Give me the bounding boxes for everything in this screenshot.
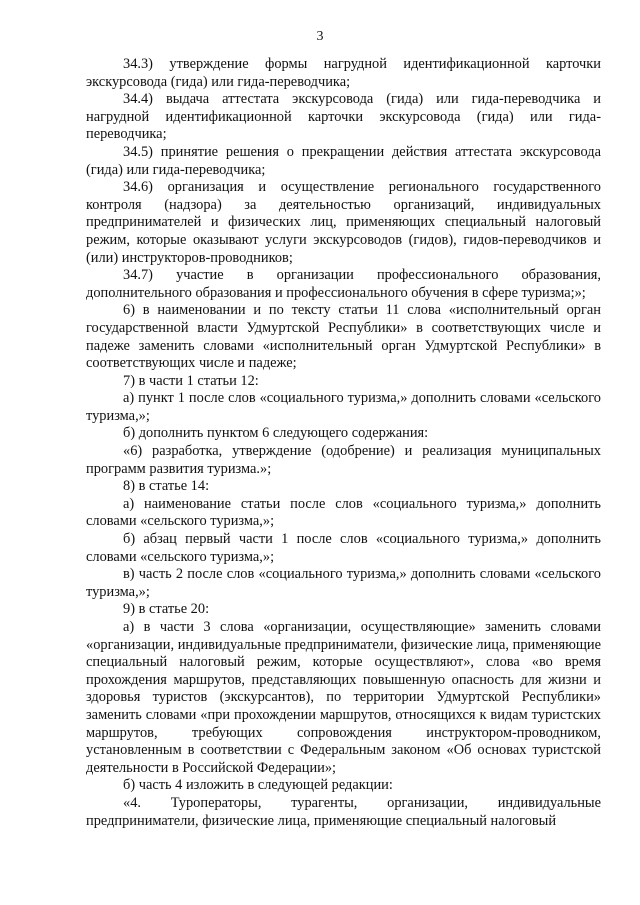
- paragraph: «6) разработка, утверждение (одобрение) и реализация муниципальных программ развития туризма.»;: [86, 443, 601, 477]
- paragraph: 6) в наименовании и по тексту статьи 11 слова «исполнительный орган государственной власти Удмуртской Республики» в соответствующих числе и падеже заменить словами «исполнительный орган Удмуртской Республики» в соответствующих числе и падеже;: [86, 302, 601, 372]
- paragraph: 34.7) участие в организации профессионального образования, дополнительного образования и профессионального обучения в сфере туризма;»;: [86, 267, 601, 301]
- paragraph: 8) в статье 14:: [123, 478, 210, 495]
- page-number: 3: [316, 29, 324, 44]
- paragraph: б) дополнить пунктом 6 следующего содержания:: [123, 425, 429, 442]
- paragraph: 7) в части 1 статьи 12:: [123, 372, 259, 389]
- paragraph: в) часть 2 после слов «социального туризма,» дополнить словами «сельского туризма,»;: [86, 566, 601, 600]
- paragraph: 34.3) утверждение формы нагрудной идентификационной карточки экскурсовода (гида) или гида-переводчика;: [86, 56, 601, 90]
- paragraph: а) пункт 1 после слов «социального туризма,» дополнить словами «сельского туризма,»;: [86, 390, 601, 424]
- paragraph: б) абзац первый части 1 после слов «социального туризма,» дополнить словами «сельского туризма,»;: [86, 531, 601, 565]
- paragraph: 34.4) выдача аттестата экскурсовода (гида) или гида-переводчика и нагрудной идентификационной карточки экскурсовода (гида) или гида-переводчика;: [86, 91, 601, 143]
- paragraph: а) в части 3 слова «организации, осуществляющие» заменить словами «организации, индивидуальные предприниматели, физические лица, применяющие специальный налоговый режим, которые осуществляют», слова «во время прохождения маршрутов, представляющих повышенную опасность для жизни и здоровья туристов (экскурсантов), по территории Удмуртской Республики» заменить словами «при прохождении маршрутов, относящихся к видам туристских маршрутов, требующих сопровождения инструктором-проводником, установленным в соответствии с Федеральным законом «Об основах туристской деятельности в Российской Федерации»;: [86, 619, 601, 776]
- paragraph: 34.6) организация и осуществление регионального государственного контроля (надзора) за деятельностью организаций, индивидуальных предпринимателей и физических лиц, применяющих специальный налоговый режим, которые оказывают услуги экскурсоводов (гидов), гидов-переводчиков и (или) инструкторов-проводников;: [86, 179, 601, 266]
- paragraph: «4. Туроператоры, турагенты, организации, индивидуальные предприниматели, физические лица, применяющие специальный налоговый: [86, 794, 601, 829]
- document-body: [86, 56, 601, 830]
- paragraph: б) часть 4 изложить в следующей редакции:: [123, 777, 393, 794]
- paragraph: 34.5) принятие решения о прекращении действия аттестата экскурсовода (гида) или гида-переводчика;: [86, 143, 601, 178]
- paragraph: а) наименование статьи после слов «социального туризма,» дополнить словами «сельского туризма,»;: [86, 495, 601, 530]
- paragraph: 9) в статье 20:: [123, 601, 210, 618]
